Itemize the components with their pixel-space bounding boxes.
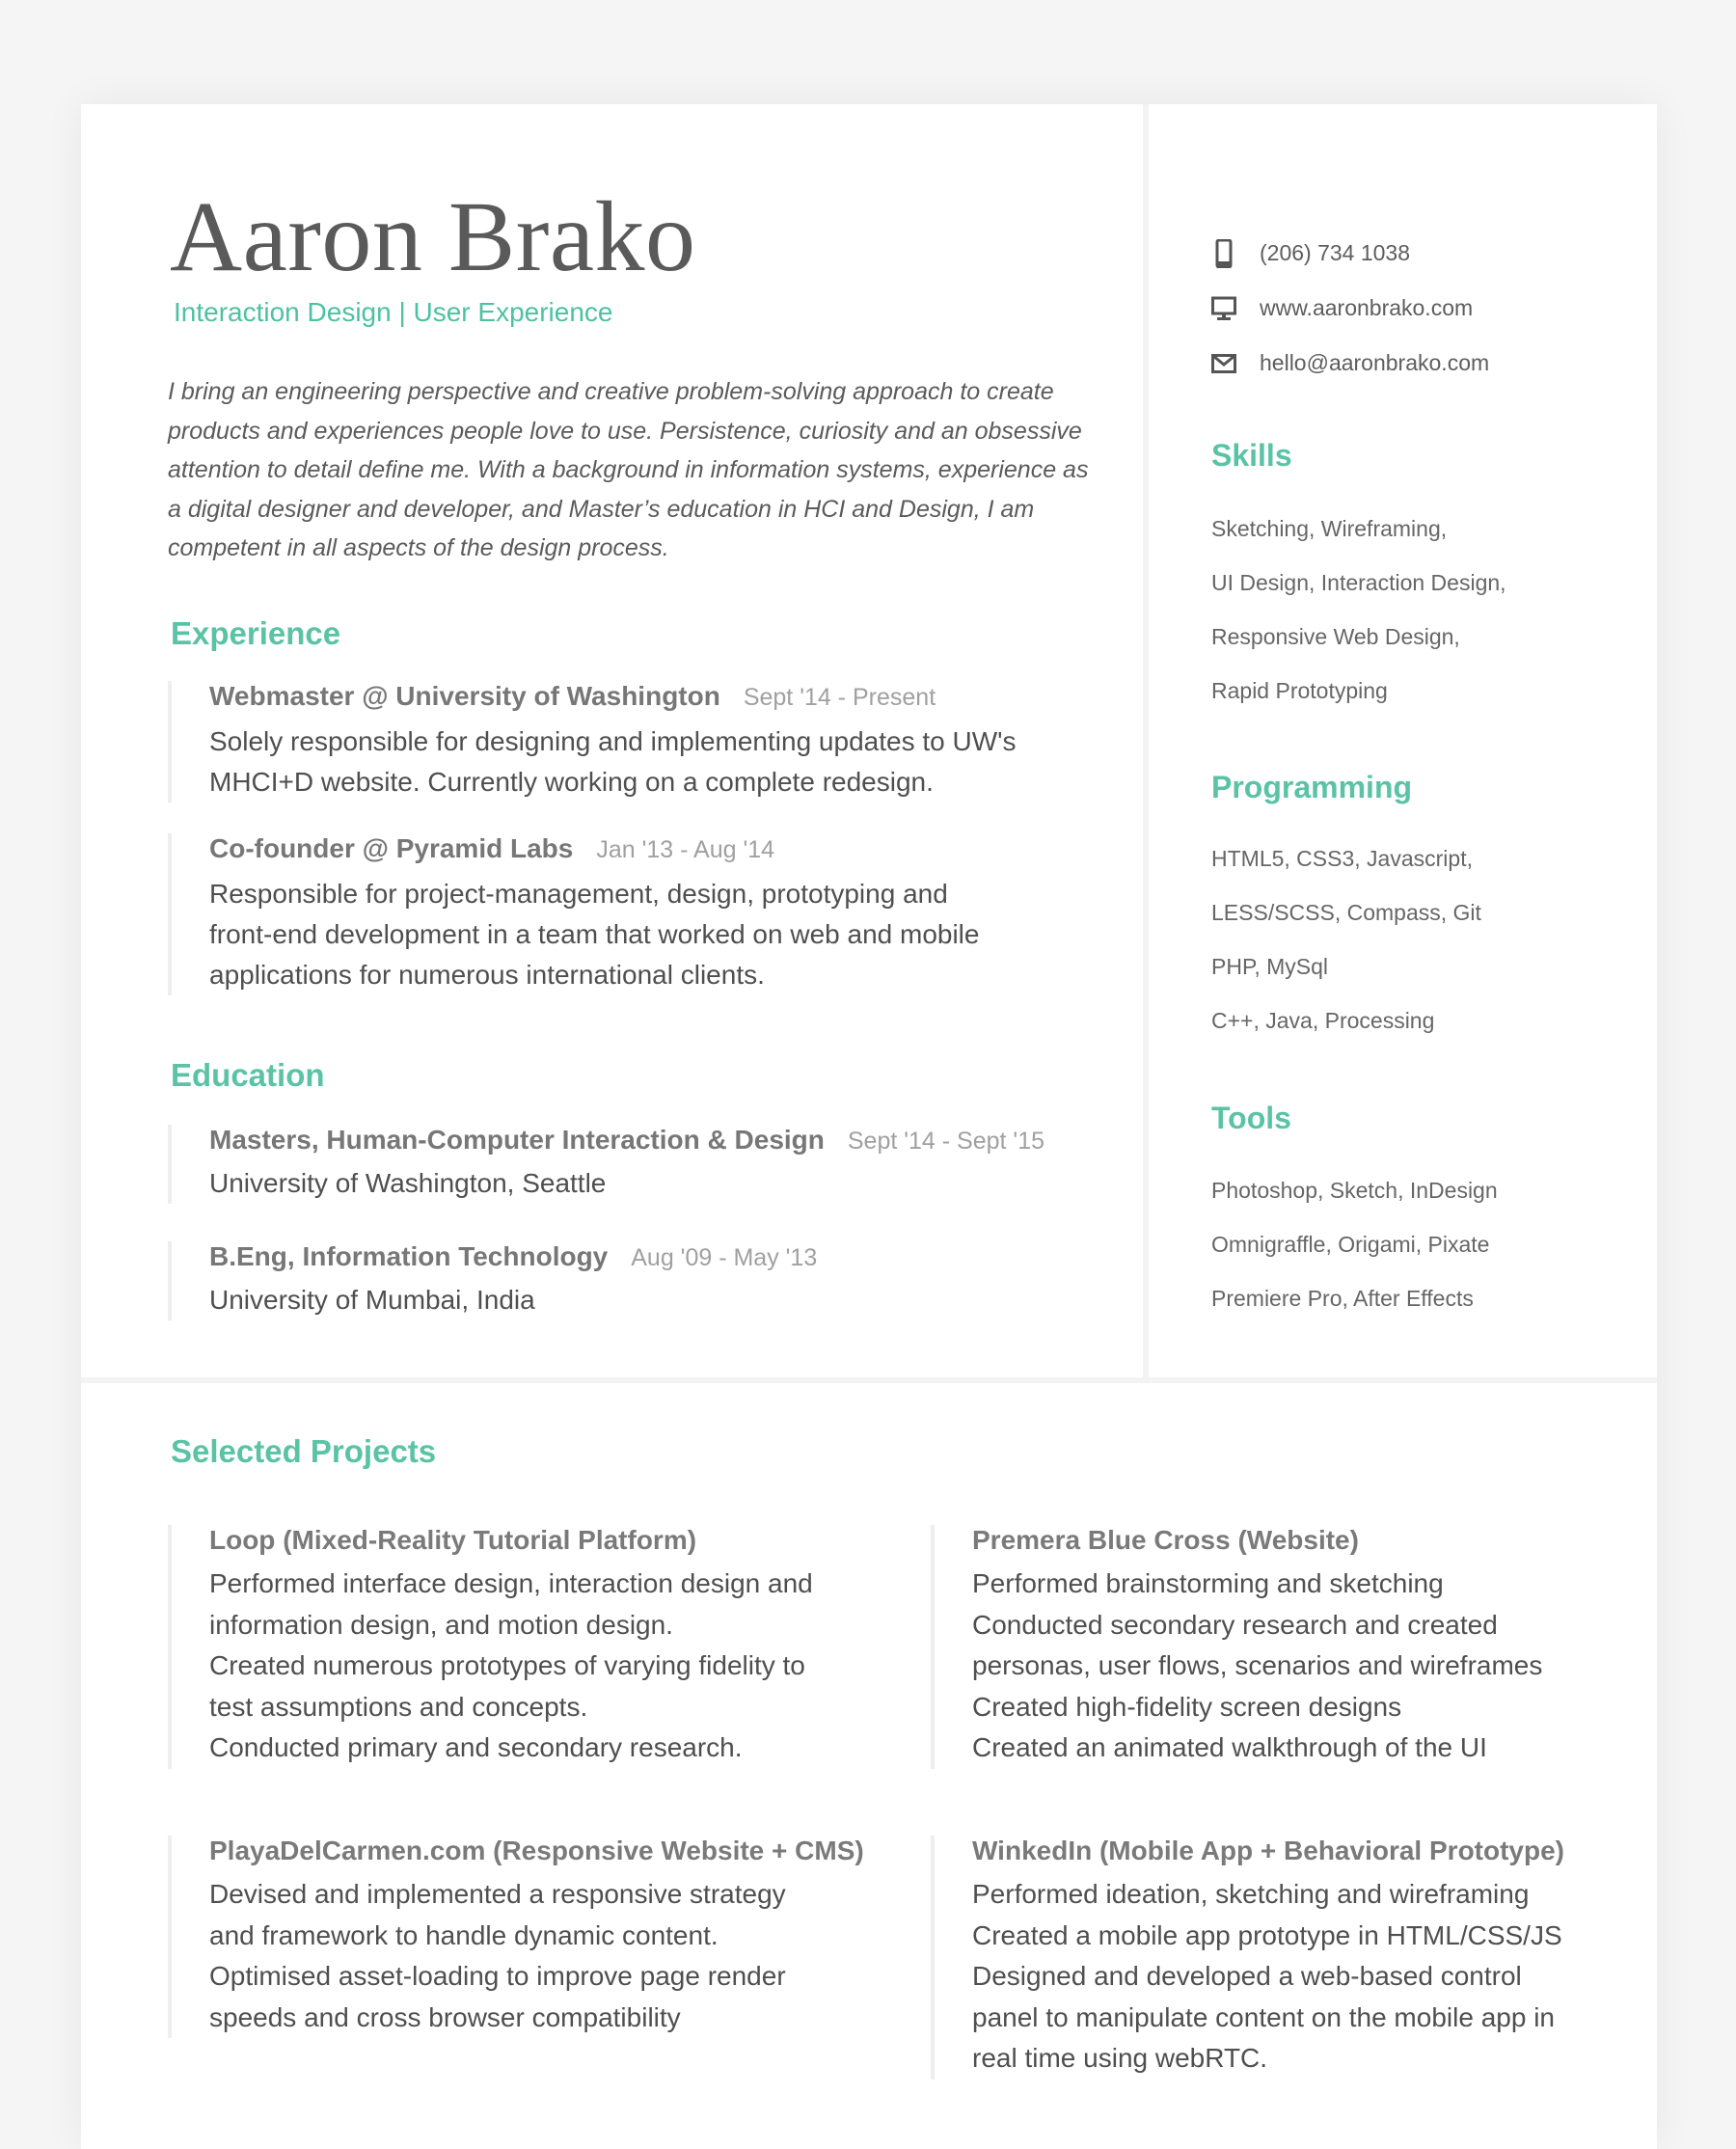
project-line: Designed and developed a web-based control bbox=[972, 1961, 1522, 1991]
description-line: Responsible for project-management, design, prototyping and bbox=[209, 879, 948, 909]
phone-icon bbox=[1211, 239, 1236, 268]
education-heading: Education bbox=[171, 1057, 325, 1093]
mail-icon bbox=[1211, 349, 1236, 378]
tools-item: Photoshop, Sketch, InDesign bbox=[1211, 1178, 1498, 1203]
project-title: WinkedIn (Mobile App + Behavioral Prototype) bbox=[972, 1836, 1564, 1865]
experience-title: Webmaster @ University of Washington bbox=[209, 681, 720, 711]
project-line: Devised and implemented a responsive strategy bbox=[209, 1879, 786, 1909]
project-title: Loop (Mixed-Reality Tutorial Platform) bbox=[209, 1525, 697, 1555]
tagline: Interaction Design | User Experience bbox=[174, 297, 613, 327]
website-link[interactable]: www.aaronbrako.com bbox=[1260, 295, 1474, 320]
description-line: applications for numerous international clients. bbox=[209, 960, 765, 990]
project-line: Performed brainstorming and sketching bbox=[972, 1568, 1444, 1598]
project-line: Created high-fidelity screen designs bbox=[972, 1691, 1402, 1722]
programming-heading: Programming bbox=[1211, 770, 1413, 804]
email-link[interactable]: hello@aaronbrako.com bbox=[1260, 350, 1490, 375]
experience-heading: Experience bbox=[171, 615, 341, 651]
skills-item: Sketching, Wireframing, bbox=[1211, 516, 1448, 541]
experience-description bbox=[209, 874, 1154, 995]
programming-list bbox=[1211, 831, 1481, 1047]
projects-heading: Selected Projects bbox=[171, 1433, 437, 1469]
experience-item bbox=[168, 681, 1154, 802]
tools-item: Omnigraffle, Origami, Pixate bbox=[1211, 1232, 1490, 1257]
education-item bbox=[168, 1125, 1154, 1204]
education-title: B.Eng, Information Technology bbox=[209, 1241, 609, 1271]
programming-item: C++, Java, Processing bbox=[1211, 1008, 1435, 1033]
project-line: panel to manipulate content on the mobile app in bbox=[972, 2001, 1555, 2032]
tools-list bbox=[1211, 1163, 1498, 1325]
project-line: personas, user flows, scenarios and wireframes bbox=[972, 1650, 1543, 1680]
skills-item: Rapid Prototyping bbox=[1211, 678, 1388, 703]
skills-list bbox=[1211, 502, 1506, 718]
education-title: Masters, Human-Computer Interaction & Design bbox=[209, 1125, 825, 1155]
experience-date: Jan '13 - Aug '14 bbox=[596, 836, 775, 863]
contact-email[interactable] bbox=[1211, 336, 1489, 391]
experience-date: Sept '14 - Present bbox=[743, 684, 936, 711]
project-item bbox=[931, 1836, 1667, 2080]
skills-item: Responsive Web Design, bbox=[1211, 624, 1460, 649]
education-date: Sept '14 - Sept '15 bbox=[847, 1128, 1045, 1155]
experience-title: Co-founder @ Pyramid Labs bbox=[209, 833, 574, 863]
project-title: Premera Blue Cross (Website) bbox=[972, 1525, 1359, 1555]
school-line: University of Washington, Seattle bbox=[209, 1168, 607, 1198]
project-item bbox=[931, 1525, 1667, 1769]
project-line: real time using webRTC. bbox=[972, 2043, 1268, 2073]
contact-phone[interactable] bbox=[1211, 226, 1489, 281]
project-line: Conducted secondary research and created bbox=[972, 1609, 1498, 1640]
contact-list bbox=[1211, 226, 1489, 391]
education-date: Aug '09 - May '13 bbox=[631, 1244, 818, 1271]
education-school bbox=[209, 1163, 1154, 1204]
description-line: MHCI+D website. Currently working on a complete redesign. bbox=[209, 767, 934, 797]
project-line: Created an animated walkthrough of the UI bbox=[972, 1732, 1487, 1762]
project-line: Created a mobile app prototype in HTML/CSS/JS bbox=[972, 1919, 1562, 1950]
project-line: Performed interface design, interaction design and bbox=[209, 1568, 813, 1598]
tools-heading: Tools bbox=[1211, 1101, 1291, 1135]
monitor-icon bbox=[1211, 294, 1236, 323]
project-line: information design, and motion design. bbox=[209, 1609, 673, 1640]
project-line: Created numerous prototypes of varying fidelity to bbox=[209, 1650, 805, 1680]
school-line: University of Mumbai, India bbox=[209, 1285, 535, 1315]
contact-website[interactable] bbox=[1211, 281, 1489, 336]
project-item bbox=[168, 1836, 923, 2038]
project-item bbox=[168, 1525, 923, 1769]
project-title: PlayaDelCarmen.com (Responsive Website + CMS) bbox=[209, 1836, 864, 1865]
section-divider bbox=[81, 1377, 1657, 1383]
project-line: Conducted primary and secondary research. bbox=[209, 1732, 743, 1762]
project-line: test assumptions and concepts. bbox=[209, 1691, 588, 1722]
experience-description bbox=[209, 721, 1154, 802]
programming-item: HTML5, CSS3, Javascript, bbox=[1211, 846, 1473, 871]
skills-heading: Skills bbox=[1211, 438, 1292, 473]
project-description bbox=[972, 1564, 1667, 1769]
project-line: Optimised asset-loading to improve page render bbox=[209, 1961, 786, 1991]
programming-item: PHP, MySql bbox=[1211, 954, 1329, 979]
project-line: speeds and cross browser compatibility bbox=[209, 2001, 681, 2032]
education-school bbox=[209, 1280, 1154, 1320]
education-item bbox=[168, 1241, 1154, 1320]
project-line: Performed ideation, sketching and wireframing bbox=[972, 1879, 1530, 1909]
programming-item: LESS/SCSS, Compass, Git bbox=[1211, 900, 1481, 925]
tools-item: Premiere Pro, After Effects bbox=[1211, 1286, 1474, 1311]
project-line: and framework to handle dynamic content. bbox=[209, 1919, 719, 1950]
skills-item: UI Design, Interaction Design, bbox=[1211, 570, 1506, 595]
description-line: front-end development in a team that worked on web and mobile bbox=[209, 919, 980, 949]
description-line: Solely responsible for designing and implementing updates to UW's bbox=[209, 726, 1017, 756]
phone-number[interactable]: (206) 734 1038 bbox=[1260, 240, 1411, 265]
project-description bbox=[972, 1874, 1667, 2080]
experience-item bbox=[168, 833, 1154, 995]
person-name: Aaron Brako bbox=[170, 181, 696, 292]
project-description bbox=[209, 1564, 923, 1769]
intro-paragraph: I bring an engineering perspective and creative problem-solving approach to create products and experiences people love to use. Persistence, curiosity and an obsessive attention to detail define me. With a background in information systems, experience as a digital designer and developer, and Master’s education in HCI and Design, I am competent in all aspects of the design process. bbox=[168, 378, 1089, 561]
project-description bbox=[209, 1874, 923, 2038]
resume-card bbox=[81, 104, 1657, 2149]
